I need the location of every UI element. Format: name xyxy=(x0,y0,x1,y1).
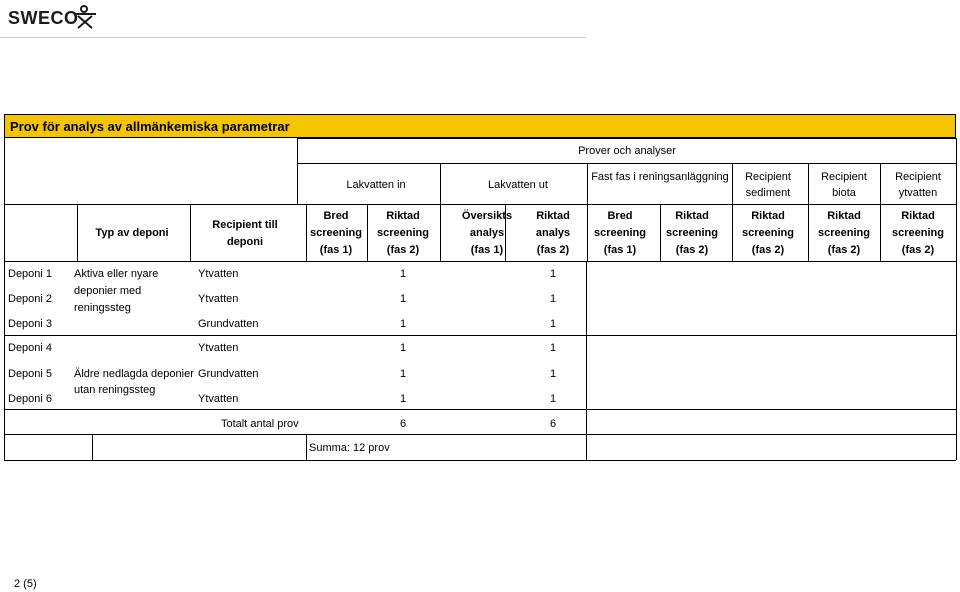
count-value: 1 xyxy=(399,268,407,280)
count-value: 1 xyxy=(399,293,407,305)
recipient-value: Grundvatten xyxy=(198,368,259,380)
grid-line xyxy=(4,335,956,336)
analysis-header: Riktad xyxy=(675,210,709,222)
grid-line xyxy=(4,460,956,461)
analysis-header: screening xyxy=(377,227,429,239)
table-border-left xyxy=(4,138,5,460)
source-header: Recipient ytvatten xyxy=(895,171,941,199)
grid-line xyxy=(92,434,93,460)
summa-label: Summa: 12 prov xyxy=(309,442,390,454)
deponi-label: Deponi 3 xyxy=(8,318,53,330)
count-value: 1 xyxy=(549,318,557,330)
source-header: Recipient biota xyxy=(821,171,867,199)
deponi-label: Deponi 6 xyxy=(8,393,53,405)
analysis-header: Riktad xyxy=(901,210,935,222)
table-border-right xyxy=(956,138,957,460)
analysis-header: screening xyxy=(310,227,362,239)
grid-line xyxy=(306,434,307,460)
grid-line xyxy=(440,204,441,261)
deponi-label: Deponi 1 xyxy=(8,268,53,280)
analysis-header: analys xyxy=(469,227,505,239)
analysis-header: screening xyxy=(742,227,794,239)
analysis-header: analys xyxy=(535,227,571,239)
typ-line: deponier med xyxy=(74,285,142,297)
recipient-value: Ytvatten xyxy=(198,393,239,405)
analysis-header: (fas 2) xyxy=(827,244,861,256)
analysis-header: Riktad xyxy=(827,210,861,222)
grid-line xyxy=(4,434,956,435)
grid-line xyxy=(880,204,881,261)
totals-value: 6 xyxy=(399,418,407,430)
count-value: 1 xyxy=(549,393,557,405)
analysis-header: Bred xyxy=(323,210,349,222)
typ-av-deponi-header: Typ av deponi xyxy=(95,227,169,239)
analysis-header: (fas 2) xyxy=(386,244,420,256)
recipient-value: Ytvatten xyxy=(198,293,239,305)
analysis-header: Riktad xyxy=(536,210,570,222)
recipient-value: Grundvatten xyxy=(198,318,259,330)
source-header: Lakvatten in xyxy=(346,179,406,191)
recipient-value: Ytvatten xyxy=(198,268,239,280)
source-header: Fast fas i reningsanläggning xyxy=(591,171,729,183)
analysis-header: Bred xyxy=(607,210,633,222)
deponi-label: Deponi 4 xyxy=(8,342,53,354)
analysis-header: (fas 1) xyxy=(470,244,504,256)
count-value: 1 xyxy=(399,368,407,380)
sweco-figure-icon xyxy=(72,4,98,30)
analysis-header: Riktad xyxy=(386,210,420,222)
typ-line: Äldre nedlagda deponier xyxy=(74,368,194,380)
grid-line xyxy=(4,204,956,205)
count-value: 1 xyxy=(549,268,557,280)
deponi-label: Deponi 2 xyxy=(8,293,53,305)
deponi-label: Deponi 5 xyxy=(8,368,53,380)
analysis-header: Riktad xyxy=(751,210,785,222)
typ-line: reningssteg xyxy=(74,302,131,314)
totals-value: 6 xyxy=(549,418,557,430)
analysis-header: (fas 2) xyxy=(901,244,935,256)
grid-line xyxy=(4,261,956,262)
count-value: 1 xyxy=(399,342,407,354)
grid-line xyxy=(297,138,956,139)
sweco-logo xyxy=(8,4,98,28)
analysis-header: Översikts xyxy=(461,210,513,222)
table-title-banner xyxy=(4,114,956,138)
recipient-value: Ytvatten xyxy=(198,342,239,354)
typ-line: Aktiva eller nyare xyxy=(74,268,159,280)
page-number: 2 (5) xyxy=(14,578,37,590)
brand-name: SWECO xyxy=(8,8,79,28)
grid-line xyxy=(297,163,956,164)
table-title: Prov för analys av allmänkemiska parametrar xyxy=(10,119,290,134)
count-value: 1 xyxy=(399,393,407,405)
analysis-header: screening xyxy=(892,227,944,239)
grid-line xyxy=(4,409,956,410)
group-header: Prover och analyser xyxy=(578,145,676,157)
source-header: Lakvatten ut xyxy=(488,179,548,191)
analysis-header: (fas 1) xyxy=(319,244,353,256)
grid-line xyxy=(586,261,587,460)
grid-line xyxy=(880,163,881,204)
count-value: 1 xyxy=(399,318,407,330)
source-header: Recipient sediment xyxy=(745,171,791,199)
count-value: 1 xyxy=(549,293,557,305)
analysis-header: (fas 2) xyxy=(675,244,709,256)
analysis-header: screening xyxy=(818,227,870,239)
analysis-header: (fas 2) xyxy=(536,244,570,256)
recipient-till-deponi-header: Recipient till deponi xyxy=(212,219,278,248)
analysis-header: (fas 1) xyxy=(603,244,637,256)
grid-line xyxy=(190,204,191,261)
grid-line xyxy=(297,138,298,204)
typ-line: utan reningssteg xyxy=(74,384,156,396)
totals-label: Totalt antal prov xyxy=(221,418,299,430)
analysis-header: screening xyxy=(594,227,646,239)
count-value: 1 xyxy=(549,368,557,380)
header-rule xyxy=(0,37,586,38)
analysis-header: (fas 2) xyxy=(751,244,785,256)
analysis-header: screening xyxy=(666,227,718,239)
count-value: 1 xyxy=(549,342,557,354)
